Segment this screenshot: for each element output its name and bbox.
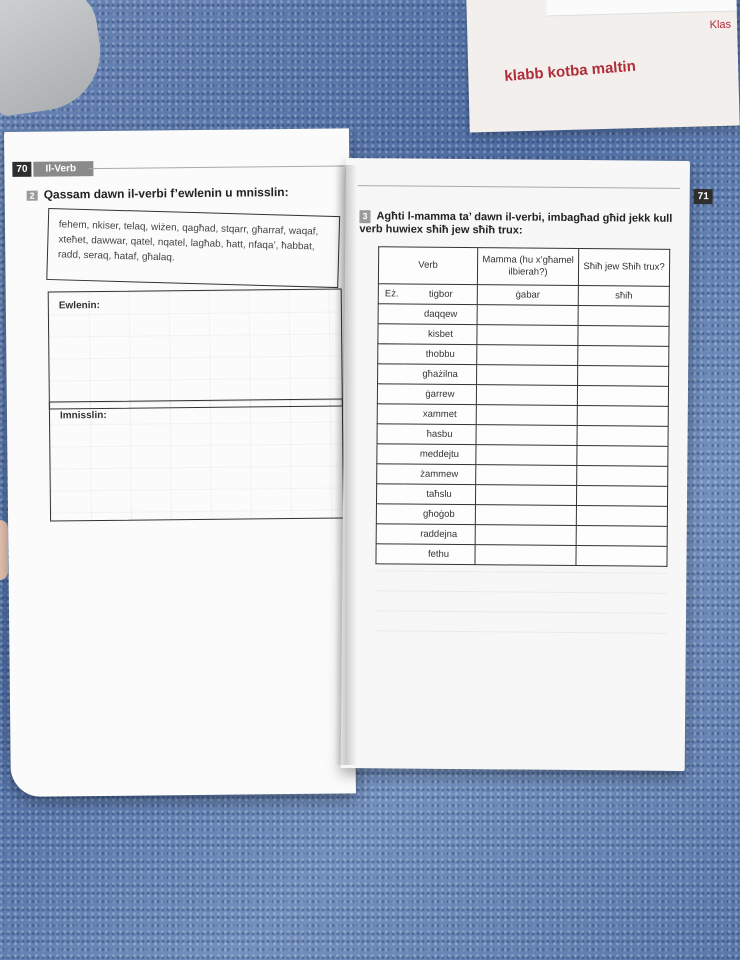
example-prefix-cell	[376, 484, 403, 504]
table-row	[378, 284, 669, 307]
left-page	[4, 128, 356, 797]
mamma-cell[interactable]	[475, 485, 576, 506]
mamma-cell[interactable]	[477, 345, 578, 366]
table-row	[376, 504, 667, 527]
verb-cell: raddejna	[403, 524, 476, 545]
mamma-cell[interactable]	[476, 465, 577, 486]
example-prefix-cell	[378, 344, 405, 364]
type-cell[interactable]	[576, 506, 667, 527]
book-brand-logo: klabb kotba maltin	[503, 57, 637, 86]
col-header-type: Sħiħ jew Sħiħ trux?	[578, 249, 669, 287]
verb-cell: tigbor	[405, 284, 478, 305]
exercise-number-badge: 3	[359, 210, 370, 223]
exercise-number-badge: 2	[27, 191, 38, 201]
type-cell[interactable]	[577, 466, 668, 487]
verb-cell: ġarrew	[404, 384, 477, 405]
type-cell[interactable]	[578, 366, 669, 387]
book-paper-strip	[546, 0, 736, 16]
type-cell[interactable]	[576, 546, 667, 567]
ewlenin-box[interactable]	[48, 288, 343, 409]
verb-cell: ħasbu	[404, 424, 477, 445]
type-cell[interactable]	[576, 486, 667, 507]
example-prefix-cell	[378, 304, 405, 324]
example-prefix-cell	[377, 404, 404, 424]
type-cell[interactable]	[578, 306, 669, 327]
mamma-cell[interactable]	[476, 445, 577, 466]
grey-cloth	[0, 0, 108, 117]
mamma-cell[interactable]	[475, 545, 576, 566]
type-cell[interactable]	[576, 526, 667, 547]
background-book	[466, 0, 739, 133]
table-row	[378, 364, 669, 387]
table-row	[377, 384, 668, 407]
verb-cell: għażilna	[404, 364, 477, 385]
exercise-3-instruction: Agħti l-mamma ta’ dawn il-verbi, imbagħad għid jekk kull verb huwiex sħiħ jew sħiħ trux:	[359, 210, 673, 237]
type-cell[interactable]	[577, 426, 668, 447]
hand-edge	[0, 520, 8, 580]
example-prefix-cell	[376, 504, 403, 524]
word-list-box	[46, 208, 340, 288]
exercise-2-instruction: Qassam dawn il-verbi f’ewlenin u mnisslin:	[43, 185, 289, 202]
verb-cell: xammet	[404, 404, 477, 425]
type-cell[interactable]	[577, 386, 668, 407]
book-gutter-shadow	[335, 165, 357, 765]
verb-cell: żammew	[403, 464, 476, 485]
col-header-mamma: Mamma (hu x’għamel ilbierah?)	[477, 248, 578, 286]
faint-lines-below	[375, 570, 668, 643]
example-prefix-cell	[377, 384, 404, 404]
table-row	[378, 304, 669, 327]
verbs-table	[375, 246, 670, 567]
section-tab: Il-Verb	[33, 161, 93, 177]
page-number-left: 70	[12, 162, 31, 177]
imnisslin-box[interactable]	[49, 398, 344, 521]
imnisslin-label: Imnisslin:	[59, 409, 107, 422]
mamma-cell[interactable]: ġabar	[477, 285, 578, 306]
col-header-verb: Verb	[378, 247, 477, 285]
mamma-cell[interactable]	[475, 505, 576, 526]
verb-cell: taħslu	[403, 484, 476, 505]
table-row	[378, 324, 669, 347]
example-prefix-cell	[376, 544, 403, 564]
verb-cell: meddejtu	[403, 444, 476, 465]
mamma-cell[interactable]	[475, 525, 576, 546]
table-row	[377, 444, 668, 467]
table-body	[376, 284, 669, 567]
header-rule-right	[358, 185, 680, 189]
type-cell[interactable]	[577, 406, 668, 427]
mamma-cell[interactable]	[476, 385, 577, 406]
table-row	[376, 484, 667, 507]
page-number-right: 71	[694, 189, 713, 204]
table-row	[376, 544, 667, 567]
table-row	[377, 464, 668, 487]
left-page-header	[12, 161, 93, 177]
right-page	[341, 158, 709, 771]
mamma-cell[interactable]	[476, 425, 577, 446]
example-prefix-cell: Eż.	[378, 284, 405, 304]
word-list: fehem, nkiser, telaq, wiżen, qagħad, stqarr, għarraf, waqaf, xteħet, dawwar, qatel, nqatel, lagħab, ħatt, nfaqa’, ħabbat, radd, seraq, ħataf, għalaq.	[57, 219, 319, 264]
type-cell[interactable]	[578, 326, 669, 347]
example-prefix-cell	[377, 444, 404, 464]
exercise-3-title	[359, 210, 679, 239]
exercise-2-title	[27, 185, 289, 202]
verb-cell: għoġob	[403, 504, 476, 525]
mamma-cell[interactable]	[477, 365, 578, 386]
mamma-cell[interactable]	[477, 325, 578, 346]
mamma-cell[interactable]	[476, 405, 577, 426]
table-row	[378, 344, 669, 367]
type-cell[interactable]: sħiħ	[578, 286, 669, 307]
example-prefix-cell	[378, 364, 405, 384]
table-row	[377, 424, 668, 447]
mamma-cell[interactable]	[477, 305, 578, 326]
table-header-row	[378, 247, 669, 287]
table-row	[376, 524, 667, 547]
ewlenin-label: Ewlenin:	[58, 300, 101, 312]
verb-cell: kisbet	[404, 324, 477, 345]
header-rule	[88, 165, 343, 169]
example-prefix-cell	[378, 324, 405, 344]
example-prefix-cell	[376, 524, 403, 544]
verb-cell: thobbu	[404, 344, 477, 365]
type-cell[interactable]	[577, 446, 668, 467]
verb-cell: fethu	[402, 544, 475, 565]
table-row	[377, 404, 668, 427]
type-cell[interactable]	[578, 346, 669, 367]
book-corner-text: Klas	[709, 18, 732, 32]
verb-cell: daqqew	[405, 304, 478, 325]
example-prefix-cell	[377, 424, 404, 444]
example-prefix-cell	[377, 464, 404, 484]
